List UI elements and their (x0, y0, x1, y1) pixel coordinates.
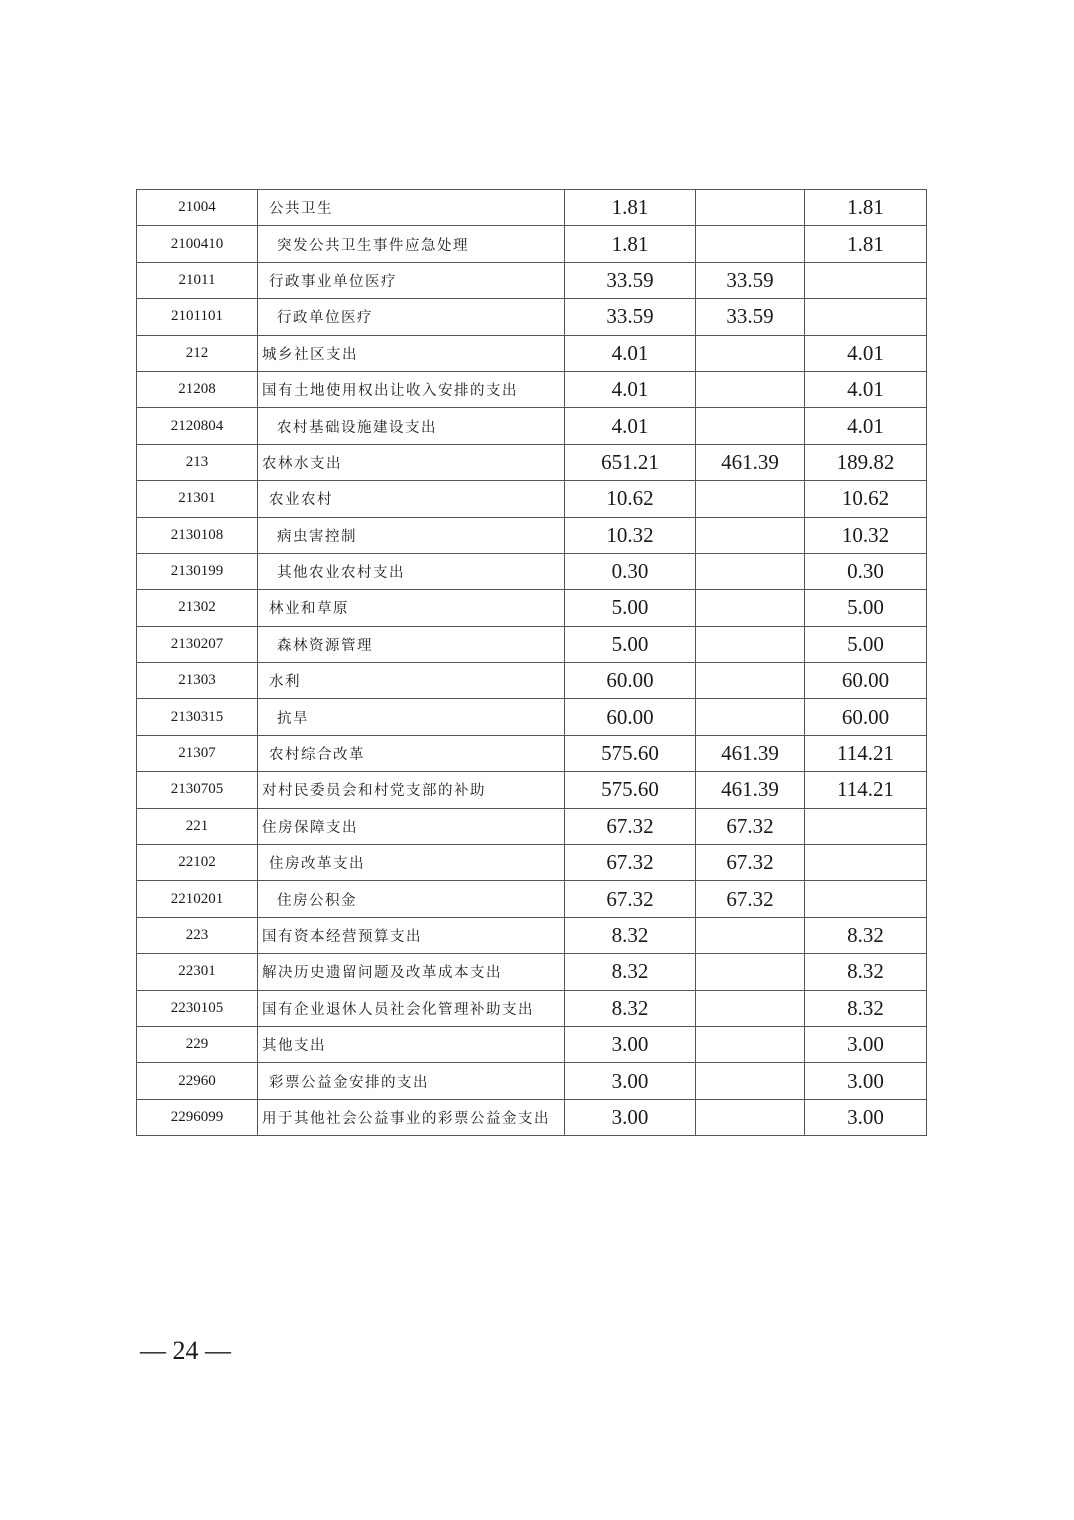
basic-expenditure-cell (696, 590, 805, 626)
project-expenditure-cell: 8.32 (805, 990, 927, 1026)
basic-expenditure-cell (696, 954, 805, 990)
table-row (137, 590, 927, 626)
function-code-cell: 2101101 (137, 299, 258, 335)
basic-expenditure-cell (696, 990, 805, 1026)
function-code-cell: 21004 (137, 190, 258, 226)
table-row (137, 444, 927, 480)
function-code-cell: 21208 (137, 371, 258, 407)
function-name-cell: 林业和草原 (258, 590, 565, 626)
function-name-cell: 农林水支出 (258, 444, 565, 480)
total-amount-cell: 4.01 (565, 335, 696, 371)
function-name-cell: 行政单位医疗 (258, 299, 565, 335)
function-code-cell: 212 (137, 335, 258, 371)
table-row (137, 481, 927, 517)
total-amount-cell: 5.00 (565, 626, 696, 662)
table-row (137, 954, 927, 990)
project-expenditure-cell: 60.00 (805, 699, 927, 735)
table-row (137, 881, 927, 917)
project-expenditure-cell: 0.30 (805, 553, 927, 589)
basic-expenditure-cell: 67.32 (696, 845, 805, 881)
function-name-cell: 国有土地使用权出让收入安排的支出 (258, 371, 565, 407)
function-name-cell: 公共卫生 (258, 190, 565, 226)
basic-expenditure-cell (696, 1063, 805, 1099)
basic-expenditure-cell (696, 517, 805, 553)
table-body (137, 190, 927, 1136)
table-row (137, 408, 927, 444)
function-name-cell: 住房保障支出 (258, 808, 565, 844)
function-code-cell: 2130315 (137, 699, 258, 735)
project-expenditure-cell: 3.00 (805, 1099, 927, 1135)
total-amount-cell: 67.32 (565, 845, 696, 881)
project-expenditure-cell: 3.00 (805, 1026, 927, 1062)
function-code-cell: 21302 (137, 590, 258, 626)
basic-expenditure-cell (696, 1026, 805, 1062)
function-code-cell: 2130207 (137, 626, 258, 662)
table-row (137, 517, 927, 553)
table-row (137, 990, 927, 1026)
function-code-cell: 22960 (137, 1063, 258, 1099)
basic-expenditure-cell: 461.39 (696, 735, 805, 771)
total-amount-cell: 60.00 (565, 663, 696, 699)
project-expenditure-cell: 10.32 (805, 517, 927, 553)
function-code-cell: 2100410 (137, 226, 258, 262)
function-name-cell: 彩票公益金安排的支出 (258, 1063, 565, 1099)
basic-expenditure-cell (696, 1099, 805, 1135)
basic-expenditure-cell (696, 663, 805, 699)
basic-expenditure-cell (696, 917, 805, 953)
function-name-cell: 森林资源管理 (258, 626, 565, 662)
function-code-cell: 2130705 (137, 772, 258, 808)
project-expenditure-cell (805, 262, 927, 298)
function-name-cell: 农村基础设施建设支出 (258, 408, 565, 444)
function-name-cell: 农业农村 (258, 481, 565, 517)
function-name-cell: 其他支出 (258, 1026, 565, 1062)
project-expenditure-cell: 4.01 (805, 408, 927, 444)
total-amount-cell: 575.60 (565, 735, 696, 771)
total-amount-cell: 67.32 (565, 881, 696, 917)
basic-expenditure-cell (696, 553, 805, 589)
basic-expenditure-cell (696, 626, 805, 662)
table-row (137, 772, 927, 808)
table-row (137, 626, 927, 662)
total-amount-cell: 8.32 (565, 954, 696, 990)
basic-expenditure-cell: 33.59 (696, 262, 805, 298)
project-expenditure-cell (805, 881, 927, 917)
total-amount-cell: 575.60 (565, 772, 696, 808)
function-name-cell: 水利 (258, 663, 565, 699)
function-code-cell: 21011 (137, 262, 258, 298)
project-expenditure-cell: 3.00 (805, 1063, 927, 1099)
total-amount-cell: 5.00 (565, 590, 696, 626)
project-expenditure-cell: 114.21 (805, 772, 927, 808)
total-amount-cell: 33.59 (565, 262, 696, 298)
project-expenditure-cell: 5.00 (805, 590, 927, 626)
table-row (137, 735, 927, 771)
budget-expenditure-table (136, 189, 927, 1136)
total-amount-cell: 10.62 (565, 481, 696, 517)
function-name-cell: 突发公共卫生事件应急处理 (258, 226, 565, 262)
project-expenditure-cell: 8.32 (805, 917, 927, 953)
table-row (137, 226, 927, 262)
project-expenditure-cell: 10.62 (805, 481, 927, 517)
project-expenditure-cell: 4.01 (805, 371, 927, 407)
table-row (137, 262, 927, 298)
function-code-cell: 2130108 (137, 517, 258, 553)
function-code-cell: 22301 (137, 954, 258, 990)
total-amount-cell: 0.30 (565, 553, 696, 589)
function-name-cell: 住房改革支出 (258, 845, 565, 881)
function-name-cell: 农村综合改革 (258, 735, 565, 771)
basic-expenditure-cell (696, 481, 805, 517)
project-expenditure-cell (805, 808, 927, 844)
project-expenditure-cell: 60.00 (805, 663, 927, 699)
project-expenditure-cell: 4.01 (805, 335, 927, 371)
function-name-cell: 病虫害控制 (258, 517, 565, 553)
table-row (137, 1026, 927, 1062)
project-expenditure-cell: 8.32 (805, 954, 927, 990)
function-code-cell: 2210201 (137, 881, 258, 917)
total-amount-cell: 3.00 (565, 1026, 696, 1062)
total-amount-cell: 1.81 (565, 226, 696, 262)
table-row (137, 553, 927, 589)
basic-expenditure-cell (696, 371, 805, 407)
basic-expenditure-cell (696, 408, 805, 444)
basic-expenditure-cell: 67.32 (696, 808, 805, 844)
total-amount-cell: 651.21 (565, 444, 696, 480)
project-expenditure-cell: 114.21 (805, 735, 927, 771)
function-code-cell: 22102 (137, 845, 258, 881)
total-amount-cell: 60.00 (565, 699, 696, 735)
basic-expenditure-cell: 461.39 (696, 444, 805, 480)
function-name-cell: 国有资本经营预算支出 (258, 917, 565, 953)
function-name-cell: 其他农业农村支出 (258, 553, 565, 589)
table-row (137, 917, 927, 953)
basic-expenditure-cell (696, 699, 805, 735)
function-code-cell: 223 (137, 917, 258, 953)
basic-expenditure-cell (696, 335, 805, 371)
basic-expenditure-cell: 67.32 (696, 881, 805, 917)
table-row (137, 335, 927, 371)
project-expenditure-cell: 189.82 (805, 444, 927, 480)
function-name-cell: 用于其他社会公益事业的彩票公益金支出 (258, 1099, 565, 1135)
total-amount-cell: 33.59 (565, 299, 696, 335)
total-amount-cell: 4.01 (565, 371, 696, 407)
page-number: — 24 — (140, 1336, 231, 1365)
function-name-cell: 城乡社区支出 (258, 335, 565, 371)
basic-expenditure-cell (696, 190, 805, 226)
basic-expenditure-cell: 33.59 (696, 299, 805, 335)
table-row (137, 845, 927, 881)
project-expenditure-cell: 5.00 (805, 626, 927, 662)
project-expenditure-cell (805, 299, 927, 335)
function-code-cell: 21307 (137, 735, 258, 771)
function-code-cell: 2230105 (137, 990, 258, 1026)
function-name-cell: 行政事业单位医疗 (258, 262, 565, 298)
function-code-cell: 2130199 (137, 553, 258, 589)
function-code-cell: 229 (137, 1026, 258, 1062)
function-code-cell: 213 (137, 444, 258, 480)
function-name-cell: 抗旱 (258, 699, 565, 735)
total-amount-cell: 8.32 (565, 917, 696, 953)
total-amount-cell: 10.32 (565, 517, 696, 553)
table-row (137, 663, 927, 699)
function-name-cell: 对村民委员会和村党支部的补助 (258, 772, 565, 808)
total-amount-cell: 3.00 (565, 1063, 696, 1099)
function-code-cell: 221 (137, 808, 258, 844)
function-code-cell: 2296099 (137, 1099, 258, 1135)
total-amount-cell: 3.00 (565, 1099, 696, 1135)
function-code-cell: 21301 (137, 481, 258, 517)
function-code-cell: 2120804 (137, 408, 258, 444)
function-name-cell: 国有企业退休人员社会化管理补助支出 (258, 990, 565, 1026)
project-expenditure-cell: 1.81 (805, 226, 927, 262)
function-code-cell: 21303 (137, 663, 258, 699)
total-amount-cell: 8.32 (565, 990, 696, 1026)
function-name-cell: 解决历史遗留问题及改革成本支出 (258, 954, 565, 990)
table-row (137, 299, 927, 335)
project-expenditure-cell: 1.81 (805, 190, 927, 226)
basic-expenditure-cell (696, 226, 805, 262)
table-row (137, 1099, 927, 1135)
table-row (137, 371, 927, 407)
table-row (137, 1063, 927, 1099)
table-row (137, 699, 927, 735)
project-expenditure-cell (805, 845, 927, 881)
total-amount-cell: 67.32 (565, 808, 696, 844)
total-amount-cell: 1.81 (565, 190, 696, 226)
total-amount-cell: 4.01 (565, 408, 696, 444)
function-name-cell: 住房公积金 (258, 881, 565, 917)
basic-expenditure-cell: 461.39 (696, 772, 805, 808)
table-row (137, 190, 927, 226)
table-row (137, 808, 927, 844)
